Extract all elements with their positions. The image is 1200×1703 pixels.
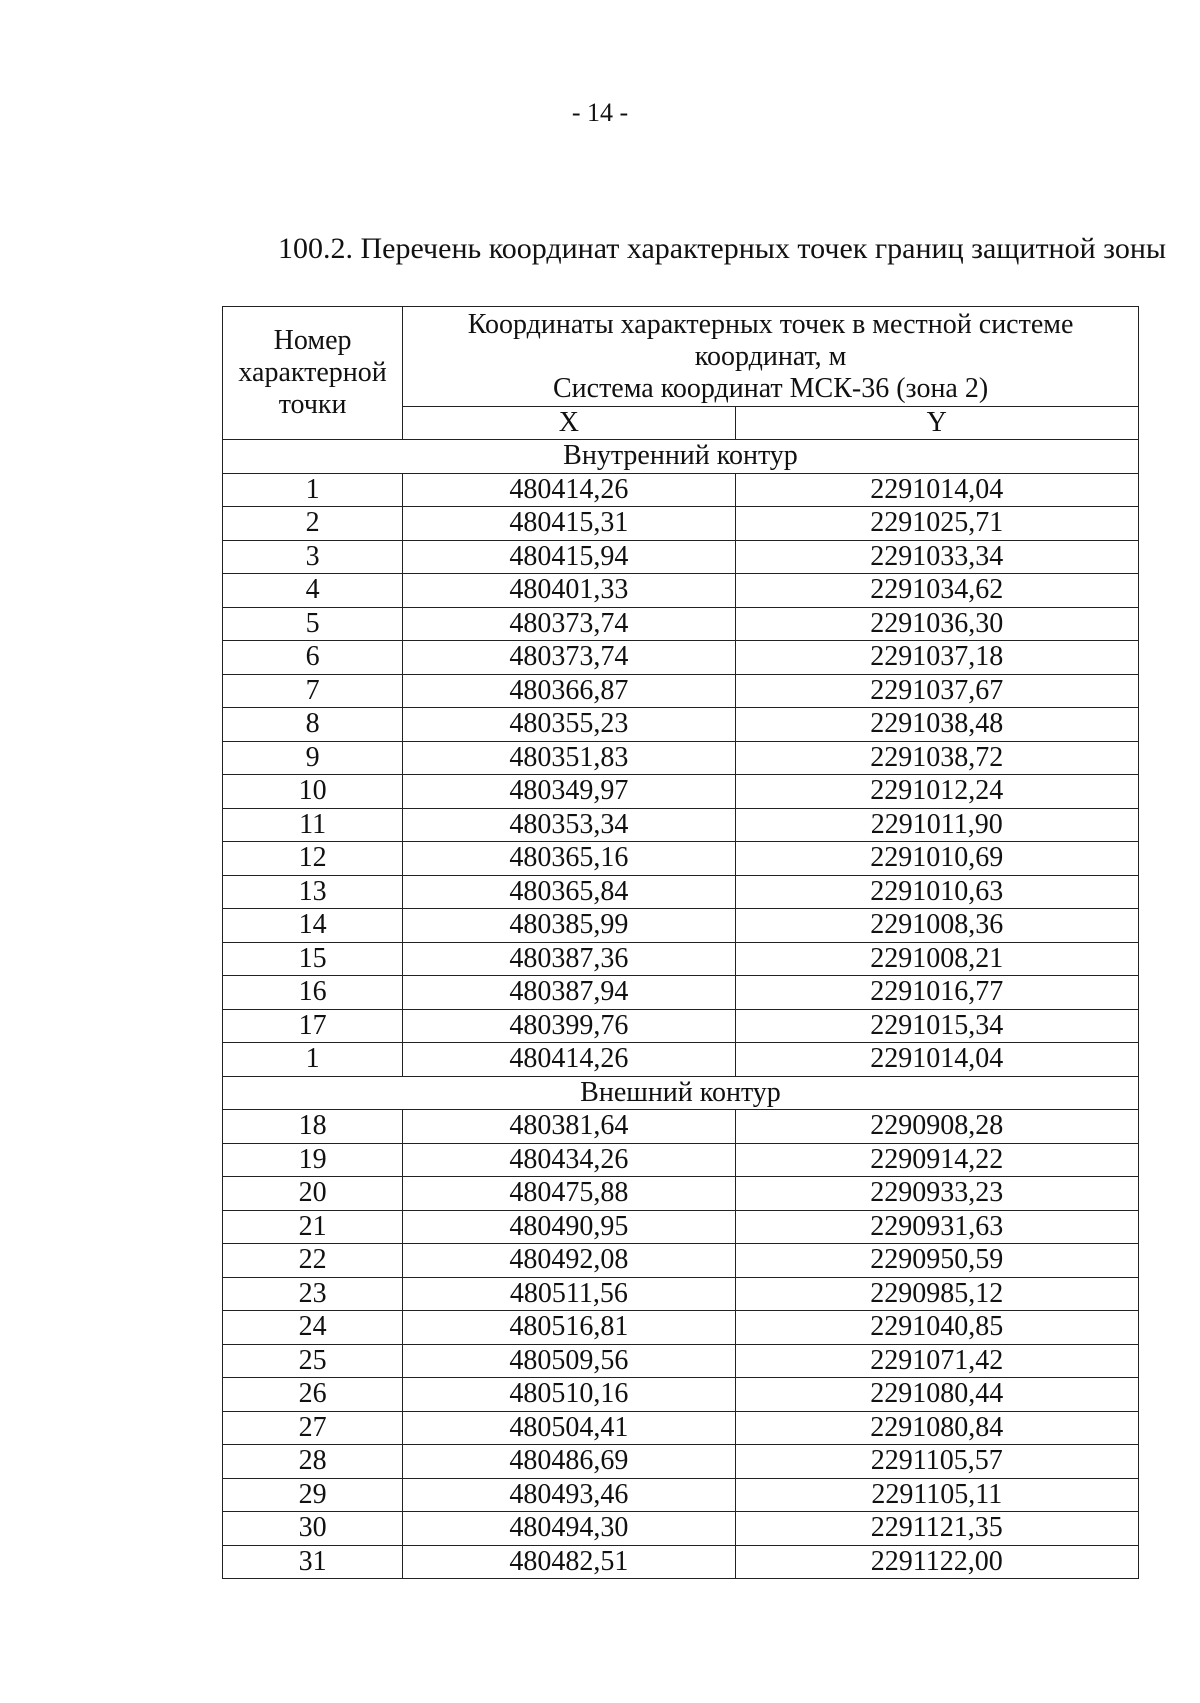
y-coordinate-cell: 2290950,59 [735, 1244, 1138, 1278]
table-row [223, 641, 1139, 675]
y-coordinate-cell: 2291016,77 [735, 976, 1138, 1010]
x-coordinate-cell: 480349,97 [403, 775, 735, 809]
table-row [223, 1344, 1139, 1378]
point-number-cell: 11 [223, 808, 403, 842]
point-number-cell: 2 [223, 507, 403, 541]
y-coordinate-cell: 2291011,90 [735, 808, 1138, 842]
point-number-cell: 27 [223, 1411, 403, 1445]
y-coordinate-cell: 2291080,44 [735, 1378, 1138, 1412]
x-coordinate-cell: 480387,94 [403, 976, 735, 1010]
table-row [223, 1043, 1139, 1077]
table-row [223, 674, 1139, 708]
table-row [223, 1143, 1139, 1177]
x-coordinate-cell: 480387,36 [403, 942, 735, 976]
point-number-cell: 13 [223, 875, 403, 909]
table-header-row [223, 307, 1139, 407]
outer-section-row [223, 1076, 1139, 1110]
x-coordinate-cell: 480365,84 [403, 875, 735, 909]
y-coordinate-cell: 2291014,04 [735, 1043, 1138, 1077]
table-row [223, 574, 1139, 608]
inner-section-row [223, 440, 1139, 474]
y-coordinate-cell: 2291025,71 [735, 507, 1138, 541]
x-coordinate-cell: 480365,16 [403, 842, 735, 876]
coords-header [403, 307, 1139, 407]
y-column-header: Y [735, 407, 1138, 440]
y-coordinate-cell: 2291122,00 [735, 1545, 1138, 1579]
table-row [223, 942, 1139, 976]
x-coordinate-cell: 480366,87 [403, 674, 735, 708]
table-row [223, 1445, 1139, 1479]
table-row [223, 1411, 1139, 1445]
table-row [223, 1009, 1139, 1043]
point-number-cell: 4 [223, 574, 403, 608]
point-number-cell: 20 [223, 1177, 403, 1211]
point-number-cell: 14 [223, 909, 403, 943]
document-title: 100.2. Перечень координат характерных точек границ защитной зоны [278, 232, 1167, 265]
point-number-cell: 29 [223, 1478, 403, 1512]
x-coordinate-cell: 480493,46 [403, 1478, 735, 1512]
y-coordinate-cell: 2291121,35 [735, 1512, 1138, 1546]
point-number-cell: 26 [223, 1378, 403, 1412]
x-coordinate-cell: 480492,08 [403, 1244, 735, 1278]
y-coordinate-cell: 2291008,21 [735, 942, 1138, 976]
coords-header-line3: Система координат МСК-36 (зона 2) [552, 372, 989, 404]
point-number-cell: 5 [223, 607, 403, 641]
point-number-cell: 10 [223, 775, 403, 809]
y-coordinate-cell: 2291080,84 [735, 1411, 1138, 1445]
table-row [223, 708, 1139, 742]
point-number-cell: 3 [223, 540, 403, 574]
y-coordinate-cell: 2291037,67 [735, 674, 1138, 708]
outer-section-label: Внешний контур [223, 1076, 1139, 1110]
x-coordinate-cell: 480399,76 [403, 1009, 735, 1043]
table-row [223, 976, 1139, 1010]
x-coordinate-cell: 480414,26 [403, 1043, 735, 1077]
x-coordinate-cell: 480355,23 [403, 708, 735, 742]
coordinates-table [222, 306, 1139, 1579]
x-coordinate-cell: 480504,41 [403, 1411, 735, 1445]
y-coordinate-cell: 2291034,62 [735, 574, 1138, 608]
x-coordinate-cell: 480494,30 [403, 1512, 735, 1546]
y-coordinate-cell: 2291105,57 [735, 1445, 1138, 1479]
x-coordinate-cell: 480401,33 [403, 574, 735, 608]
table-row [223, 1110, 1139, 1144]
y-coordinate-cell: 2291012,24 [735, 775, 1138, 809]
y-coordinate-cell: 2291038,48 [735, 708, 1138, 742]
point-number-cell: 8 [223, 708, 403, 742]
x-coordinate-cell: 480414,26 [403, 473, 735, 507]
y-coordinate-cell: 2290985,12 [735, 1277, 1138, 1311]
y-coordinate-cell: 2291014,04 [735, 473, 1138, 507]
point-number-cell: 1 [223, 473, 403, 507]
table-row [223, 473, 1139, 507]
point-number-cell: 21 [223, 1210, 403, 1244]
x-coordinate-cell: 480434,26 [403, 1143, 735, 1177]
table-row [223, 1545, 1139, 1579]
point-number-cell: 18 [223, 1110, 403, 1144]
table-row [223, 775, 1139, 809]
table-row [223, 1177, 1139, 1211]
y-coordinate-cell: 2291033,34 [735, 540, 1138, 574]
x-coordinate-cell: 480509,56 [403, 1344, 735, 1378]
point-number-cell: 17 [223, 1009, 403, 1043]
y-coordinate-cell: 2290931,63 [735, 1210, 1138, 1244]
point-number-cell: 25 [223, 1344, 403, 1378]
table-row [223, 1512, 1139, 1546]
x-coordinate-cell: 480482,51 [403, 1545, 735, 1579]
table-row [223, 540, 1139, 574]
point-number-cell: 24 [223, 1311, 403, 1345]
point-number-cell: 31 [223, 1545, 403, 1579]
table-row [223, 1244, 1139, 1278]
table-row [223, 1478, 1139, 1512]
inner-section-label: Внутренний контур [223, 440, 1139, 474]
y-coordinate-cell: 2290908,28 [735, 1110, 1138, 1144]
table-row [223, 1311, 1139, 1345]
x-coordinate-cell: 480415,31 [403, 507, 735, 541]
y-coordinate-cell: 2291010,63 [735, 875, 1138, 909]
y-coordinate-cell: 2291071,42 [735, 1344, 1138, 1378]
point-number-cell: 23 [223, 1277, 403, 1311]
x-coordinate-cell: 480516,81 [403, 1311, 735, 1345]
x-coordinate-cell: 480511,56 [403, 1277, 735, 1311]
point-number-cell: 16 [223, 976, 403, 1010]
point-number-cell: 15 [223, 942, 403, 976]
table-row [223, 808, 1139, 842]
x-coordinate-cell: 480490,95 [403, 1210, 735, 1244]
y-coordinate-cell: 2291037,18 [735, 641, 1138, 675]
table-row [223, 909, 1139, 943]
point-number-cell: 6 [223, 641, 403, 675]
coords-header-line1: Координаты характерных точек в местной системе [467, 308, 1074, 340]
point-number-cell: 30 [223, 1512, 403, 1546]
x-coordinate-cell: 480381,64 [403, 1110, 735, 1144]
table-row [223, 507, 1139, 541]
y-coordinate-cell: 2291036,30 [735, 607, 1138, 641]
x-coordinate-cell: 480415,94 [403, 540, 735, 574]
x-coordinate-cell: 480385,99 [403, 909, 735, 943]
x-coordinate-cell: 480486,69 [403, 1445, 735, 1479]
table-row [223, 842, 1139, 876]
table-row [223, 741, 1139, 775]
table-row [223, 1277, 1139, 1311]
point-number-cell: 28 [223, 1445, 403, 1479]
y-coordinate-cell: 2290914,22 [735, 1143, 1138, 1177]
page-number: - 14 - [571, 98, 629, 127]
x-column-header: X [403, 407, 735, 440]
y-coordinate-cell: 2291015,34 [735, 1009, 1138, 1043]
point-number-cell: 9 [223, 741, 403, 775]
y-coordinate-cell: 2291105,11 [735, 1478, 1138, 1512]
x-coordinate-cell: 480373,74 [403, 641, 735, 675]
point-number-cell: 22 [223, 1244, 403, 1278]
point-number-cell: 1 [223, 1043, 403, 1077]
y-coordinate-cell: 2291010,69 [735, 842, 1138, 876]
x-coordinate-cell: 480475,88 [403, 1177, 735, 1211]
point-number-cell: 7 [223, 674, 403, 708]
x-coordinate-cell: 480373,74 [403, 607, 735, 641]
table-row [223, 1378, 1139, 1412]
x-coordinate-cell: 480510,16 [403, 1378, 735, 1412]
x-coordinate-cell: 480351,83 [403, 741, 735, 775]
coords-header-line2: координат, м [694, 340, 847, 372]
x-coordinate-cell: 480353,34 [403, 808, 735, 842]
table-row [223, 875, 1139, 909]
y-coordinate-cell: 2291040,85 [735, 1311, 1138, 1345]
table-row [223, 1210, 1139, 1244]
point-number-cell: 19 [223, 1143, 403, 1177]
point-number-cell: 12 [223, 842, 403, 876]
y-coordinate-cell: 2290933,23 [735, 1177, 1138, 1211]
table-row [223, 607, 1139, 641]
y-coordinate-cell: 2291008,36 [735, 909, 1138, 943]
point-number-header: Номер характерной точки [223, 307, 403, 440]
y-coordinate-cell: 2291038,72 [735, 741, 1138, 775]
